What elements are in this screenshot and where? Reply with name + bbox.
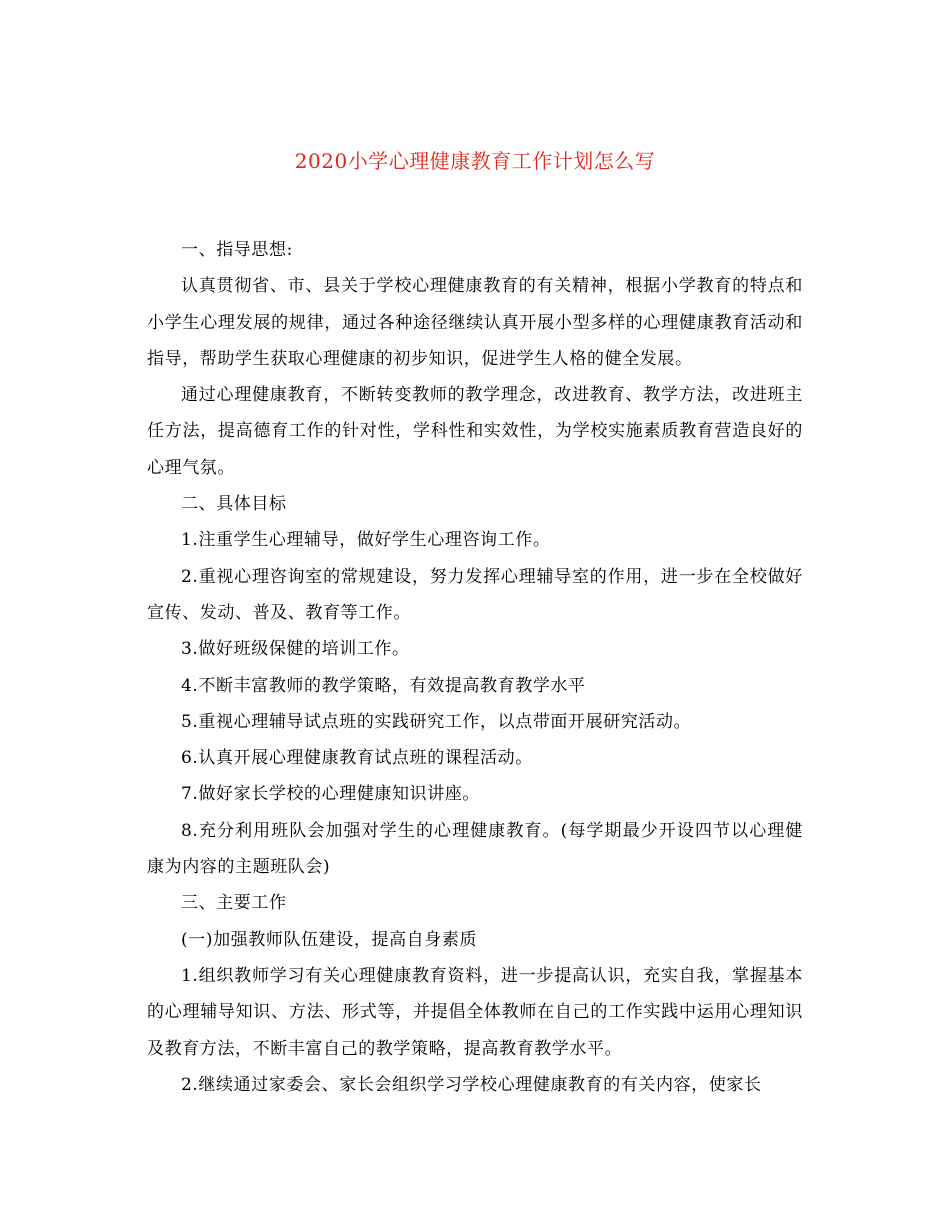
document-title: 2020小学心理健康教育工作计划怎么写 bbox=[294, 149, 656, 173]
paragraph: 4.不断丰富教师的教学策略，有效提高教育教学水平 bbox=[181, 675, 586, 696]
paragraph: 认真贯彻省、市、县关于学校心理健康教育的有关精神，根据小学教育的特点和小学生心理发展的规律，通过各种途径继续认真开展小型多样的心理健康教育活动和指导，帮助学生获取心理健康的初步知识，促进学生人格的健全发展。 bbox=[147, 276, 803, 369]
paragraph: 二、具体目标 bbox=[181, 494, 287, 515]
paragraph: (一)加强教师队伍建设，提高自身素质 bbox=[181, 929, 478, 950]
paragraph: 8.充分利用班队会加强对学生的心理健康教育。(每学期最少开设四节以心理健康为内容的主题班队会) bbox=[147, 820, 803, 878]
paragraph: 5.重视心理辅导试点班的实践研究工作，以点带面开展研究活动。 bbox=[181, 711, 692, 732]
paragraph: 一、指导思想: bbox=[181, 240, 293, 260]
paragraph: 三、主要工作 bbox=[181, 893, 287, 914]
paragraph: 6.认真开展心理健康教育试点班的课程活动。 bbox=[181, 748, 533, 769]
document-body bbox=[147, 232, 803, 1103]
paragraph: 1.组织教师学习有关心理健康教育资料，进一步提高认识，充实自我，掌握基本的心理辅导知识、方法、形式等，并提倡全体教师在自己的工作实践中运用心理知识及教育方法，不断丰富自己的教学策略，提高教育教学水平。 bbox=[147, 965, 803, 1059]
paragraph: 7.做好家长学校的心理健康知识讲座。 bbox=[181, 784, 481, 805]
paragraph: 2.重视心理咨询室的常规建设，努力发挥心理辅导室的作用，进一步在全校做好宣传、发动、普及、教育等工作。 bbox=[147, 566, 803, 623]
paragraph: 通过心理健康教育，不断转变教师的教学理念，改进教育、教学方法，改进班主任方法，提高德育工作的针对性，学科性和实效性，为学校实施素质教育营造良好的心理气氛。 bbox=[147, 385, 803, 478]
paragraph: 2.继续通过家委会、家长会组织学习学校心理健康教育的有关内容，使家长 bbox=[181, 1074, 762, 1095]
paragraph: 1.注重学生心理辅导，做好学生心理咨询工作。 bbox=[181, 530, 551, 551]
paragraph: 3.做好班级保健的培训工作。 bbox=[181, 639, 410, 660]
